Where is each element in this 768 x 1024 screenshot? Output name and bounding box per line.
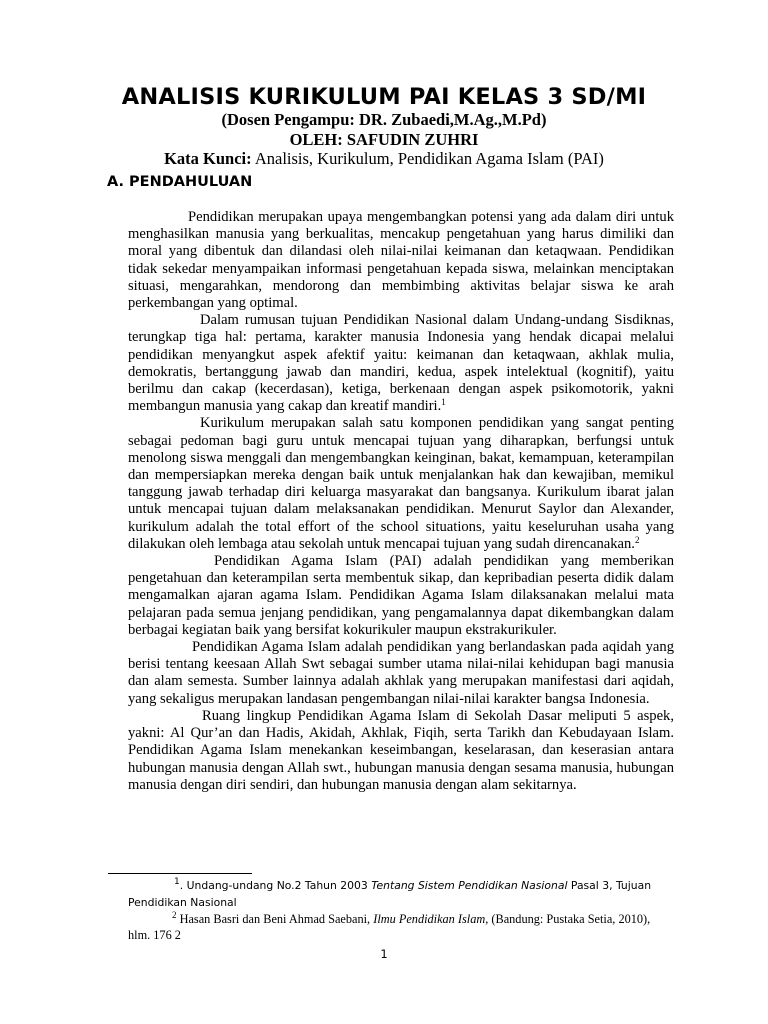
keywords-value: Analisis, Kurikulum, Pendidikan Agama Islam (PAI)	[254, 149, 604, 168]
body-text	[128, 209, 674, 794]
footnote-text: Hasan Basri dan Beni Ahmad Saebani,	[176, 912, 374, 926]
footnote-title: Tentang Sistem Pendidikan Nasional	[371, 879, 568, 892]
document-title: ANALISIS KURIKULUM PAI KELAS 3 SD/MI	[121, 84, 647, 110]
paragraph-text: Pendidikan merupakan upaya mengembangkan potensi yang ada dalam diri untuk menghasilkan manusia yang berkualitas, mencakup pengetahuan yang harus dimiliki dan moral yang dibentuk dan dilandasi oleh nilai-nilai keimanan dan ketaqwaan. Pendidikan tidak sekedar menyampaikan informasi pengetahuan kepada siswa, melainkan menciptakan situasi, mengarahkan, mendorong dan membimbing aktivitas belajar siswa ke arah perkembangan yang optimal.	[128, 209, 674, 312]
footnote-title: Ilmu Pendidikan Islam	[373, 912, 486, 926]
keywords-line	[0, 149, 768, 169]
paragraph-text: Pendidikan Agama Islam adalah pendidikan yang berlandaskan pada aqidah yang berisi tentang keesaan Allah Swt sebagai sumber utama nilai-nilai kehidupan bagi manusia dan alam semesta. Sumber lainnya adalah akhlak yang merupakan manifestasi dari aqidah, yang sekaligus merupakan landasan pengembangan nilai-nilai karakter bangsa Indonesia.	[128, 639, 674, 707]
footnote-2	[128, 911, 674, 943]
footnotes	[128, 877, 674, 943]
paragraph	[128, 639, 674, 708]
paragraph	[128, 553, 674, 639]
footnote-ref: 2	[634, 534, 640, 545]
paragraph	[128, 415, 674, 553]
page-number: 1	[380, 947, 388, 961]
footnote-text: Pasal 3, Tujuan Pendidikan Nasional	[128, 879, 652, 909]
paragraph	[128, 312, 674, 415]
paragraph	[128, 708, 674, 794]
lecturer-line: (Dosen Pengampu: DR. Zubaedi,M.Ag.,M.Pd)	[221, 110, 547, 129]
paragraph	[128, 209, 674, 312]
paragraph-text: Pendidikan Agama Islam (PAI) adalah pendidikan yang memberikan pengetahuan dan keterampilan serta membentuk sikap, dan kepribadian peserta didik dalam mengamalkan ajaran agama Islam. Pendidikan Agama Islam dilaksanakan melalui mata pelajaran pada semua jenjang pendidikan, yang pengamalannya dapat dikembangkan dalam berbagai kegiatan baik yang bersifat kokurikuler maupun ekstrakurikuler.	[128, 553, 674, 638]
footnote-text: , (Bandung: Pustaka Setia, 2010), hlm. 176 2	[128, 912, 651, 942]
footnote-number: 2	[172, 910, 177, 920]
keywords-label: Kata Kunci:	[164, 149, 252, 168]
author-line: OLEH: SAFUDIN ZUHRI	[289, 130, 479, 149]
footnote-separator	[108, 873, 252, 874]
footnote-text: . Undang-undang No.2 Tahun 2003	[179, 879, 372, 892]
paragraph-text: Dalam rumusan tujuan Pendidikan Nasional dalam Undang-undang Sisdiknas, terungkap tiga hal: pertama, karakter manusia Indonesia yang hendak dicapai melalui pendidikan menyangkut aspek afektif yaitu: keimanan dan ketaqwaan, akhlak mulia, demokratis, bertanggung jawab dan mandiri, kedua, aspek intelektual (kognitif), yaitu berilmu dan cakap (kecerdasan), ketiga, berkenaan dengan aspek psikomotorik, yakni membangun manusia yang cakap dan kreatif mandiri.	[128, 312, 674, 415]
footnote-ref: 1	[441, 397, 446, 408]
paragraph-text: Ruang lingkup Pendidikan Agama Islam di Sekolah Dasar meliputi 5 aspek, yakni: Al Qur’an dan Hadis, Akidah, Akhlak, Fiqih, serta Tarikh dan Kebudayaan Islam. Pendidikan Agama Islam menekankan keseimbangan, keselarasan, dan keserasian antara hubungan manusia dengan Allah swt., hubungan manusia dengan sesama manusia, hubungan manusia dengan diri sendiri, dan hubungan manusia dengan alam sekitarnya.	[128, 707, 674, 793]
footnote-1	[128, 877, 674, 911]
section-heading: A. PENDAHULUAN	[107, 174, 253, 190]
paragraph-text: Kurikulum merupakan salah satu komponen pendidikan yang sangat penting sebagai pedoman bagi guru untuk mencapai tujuan yang diharapkan, berfungsi untuk menolong siswa menggali dan mengembangkan keinginan, bakat, kemampuan, keterampilan dan mempersiapkan mereka dengan baik untuk menjalankan hak dan kewajiban, memikul tanggung jawab terhadap diri keluarga masyarakat dan bangsanya. Kurikulum ibarat jalan untuk mencapai tujuan dalam melaksanakan pendidikan. Menurut Saylor dan Alexander, kurikulum adalah the total effort of the school situations, yaitu keseluruhan usaha yang dilakukan oleh lembaga atau sekolah untuk mencapai tujuan yang sudah direncanakan.	[128, 415, 674, 552]
footnote-number: 1	[174, 877, 180, 887]
